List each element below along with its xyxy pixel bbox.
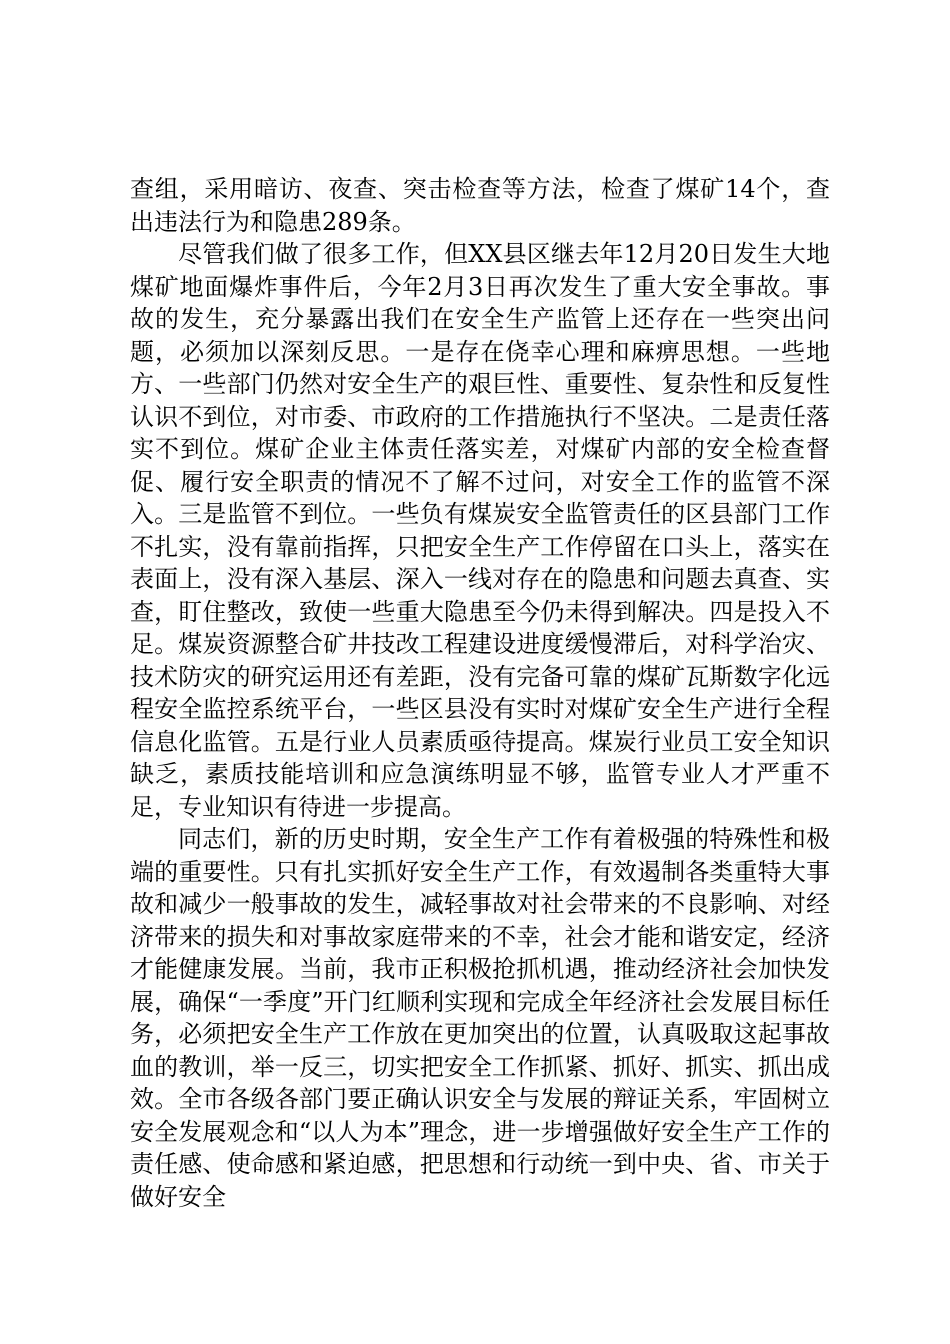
paragraph-continuation: 查组，采用暗访、夜查、突击检查等方法，检查了煤矿14个，查出违法行为和隐患289条。 xyxy=(130,175,830,236)
paragraph-comrades: 同志们，新的历史时期，安全生产工作有着极强的特殊性和极端的重要性。只有扎实抓好安全生产工作，有效遏制各类重特大事故和减少一般事故的发生，减轻事故对社会带来的不良影响、对经济带来的损失和对事故家庭带来的不幸，社会才能和谐安定，经济才能健康发展。当前，我市正积极抢抓机遇，推动经济社会加快发展，确保“一季度”开门红顺利实现和完成全年经济社会发展目标任务，必须把安全生产工作放在更加突出的位置，认真吸取这起事故血的教训，举一反三，切实把安全工作抓紧、抓好、抓实、抓出成效。全市各级各部门要正确认识安全与发展的辩证关系，牢固树立安全发展观念和“以人为本”理念，进一步增强做好安全生产工作的责任感、使命感和紧迫感，把思想和行动统一到中央、省、市关于做好安全 xyxy=(130,825,830,1211)
paragraph-problems: 尽管我们做了很多工作，但XX县区继去年12月20日发生大地煤矿地面爆炸事件后，今年2月3日再次发生了重大安全事故。事故的发生，充分暴露出我们在安全生产监管上还存在一些突出问题，必须加以深刻反思。一是存在侥幸心理和麻痹思想。一些地方、一些部门仍然对安全生产的艰巨性、重要性、复杂性和反复性认识不到位，对市委、市政府的工作措施执行不坚决。二是责任落实不到位。煤矿企业主体责任落实差，对煤矿内部的安全检查督促、履行安全职责的情况不了解不过问，对安全工作的监管不深入。三是监管不到位。一些负有煤炭安全监管责任的区县部门工作不扎实，没有靠前指挥，只把安全生产工作停留在口头上，落实在表面上，没有深入基层、深入一线对存在的隐患和问题去真查、实查，盯住整改，致使一些重大隐患至今仍未得到解决。四是投入不足。煤炭资源整合矿井技改工程建设进度缓慢滞后，对科学治灾、技术防灾的研究运用还有差距，没有完备可靠的煤矿瓦斯数字化远程安全监控系统平台，一些区县没有实时对煤矿安全生产进行全程信息化监管。五是行业人员素质亟待提高。煤炭行业员工安全知识缺乏，素质技能培训和应急演练明显不够，监管专业人才严重不足，专业知识有待进一步提高。 xyxy=(130,240,830,821)
document-body xyxy=(130,173,830,1213)
